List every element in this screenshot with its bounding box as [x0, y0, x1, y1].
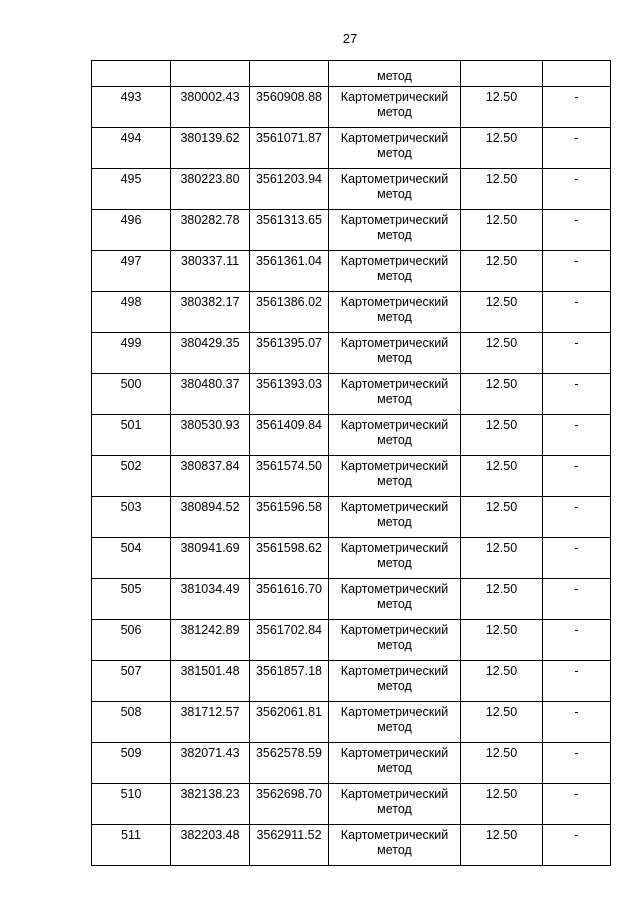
cell-point: 510 [92, 784, 171, 825]
method-line-1: Картометрический [340, 459, 449, 473]
cell-extra: - [543, 210, 611, 251]
cell-extra: - [543, 333, 611, 374]
cell-x: 382203.48 [171, 825, 250, 866]
method-line-2: метод [377, 269, 412, 283]
cell-method [329, 251, 461, 292]
method-line-2: метод [377, 802, 412, 816]
cell-accuracy: 12.50 [461, 415, 543, 456]
cell-accuracy: 12.50 [461, 538, 543, 579]
method-line-1: Картометрический [340, 336, 449, 350]
cell-extra: - [543, 415, 611, 456]
cell-method [329, 497, 461, 538]
cell-accuracy: 12.50 [461, 87, 543, 128]
cell-x: 381034.49 [171, 579, 250, 620]
cell-x: 380530.93 [171, 415, 250, 456]
table-row [92, 292, 611, 333]
cell-y: 3562698.70 [250, 784, 329, 825]
cell-x: 380894.52 [171, 497, 250, 538]
cell-point: 502 [92, 456, 171, 497]
table-row [92, 825, 611, 866]
method-line-1: Картометрический [340, 172, 449, 186]
cell-method [329, 292, 461, 333]
cell-accuracy: 12.50 [461, 702, 543, 743]
cell-point: 496 [92, 210, 171, 251]
method-line-2: метод [377, 392, 412, 406]
cell-x: 380941.69 [171, 538, 250, 579]
cell-point: 504 [92, 538, 171, 579]
cell-point: 509 [92, 743, 171, 784]
cell-accuracy [461, 61, 543, 87]
cell-x [171, 61, 250, 87]
cell-y: 3561071.87 [250, 128, 329, 169]
table-row [92, 210, 611, 251]
method-line-2: метод [377, 146, 412, 160]
cell-accuracy: 12.50 [461, 784, 543, 825]
method-line-1: Картометрический [340, 828, 449, 842]
cell-x: 381242.89 [171, 620, 250, 661]
cell-method: метод [329, 61, 461, 87]
method-line-2: метод [377, 474, 412, 488]
method-line-2: метод [377, 310, 412, 324]
cell-extra: - [543, 251, 611, 292]
cell-extra: - [543, 579, 611, 620]
cell-extra: - [543, 374, 611, 415]
cell-method [329, 456, 461, 497]
cell-point: 508 [92, 702, 171, 743]
cell-point: 507 [92, 661, 171, 702]
cell-extra: - [543, 169, 611, 210]
method-line-1: Картометрический [340, 213, 449, 227]
cell-y: 3561313.65 [250, 210, 329, 251]
cell-method [329, 702, 461, 743]
cell-y: 3562911.52 [250, 825, 329, 866]
method-line-1: Картометрический [340, 500, 449, 514]
cell-x: 380002.43 [171, 87, 250, 128]
cell-y: 3561857.18 [250, 661, 329, 702]
cell-y: 3562578.59 [250, 743, 329, 784]
cell-accuracy: 12.50 [461, 825, 543, 866]
table-row [92, 579, 611, 620]
cell-x: 381501.48 [171, 661, 250, 702]
cell-extra: - [543, 456, 611, 497]
cell-extra [543, 61, 611, 87]
cell-extra: - [543, 87, 611, 128]
cell-x: 380429.35 [171, 333, 250, 374]
cell-accuracy: 12.50 [461, 579, 543, 620]
cell-accuracy: 12.50 [461, 497, 543, 538]
method-line-2: метод [377, 761, 412, 775]
cell-accuracy: 12.50 [461, 128, 543, 169]
cell-y: 3561393.03 [250, 374, 329, 415]
cell-extra: - [543, 497, 611, 538]
cell-point [92, 61, 171, 87]
method-line-1: Картометрический [340, 295, 449, 309]
method-line-2: метод [377, 433, 412, 447]
coordinates-table [91, 60, 611, 866]
table-row [92, 87, 611, 128]
cell-accuracy: 12.50 [461, 743, 543, 784]
table-row [92, 784, 611, 825]
method-line-2: метод [377, 187, 412, 201]
cell-x: 380282.78 [171, 210, 250, 251]
cell-method [329, 128, 461, 169]
method-line-1: Картометрический [340, 582, 449, 596]
cell-accuracy: 12.50 [461, 169, 543, 210]
cell-x: 380480.37 [171, 374, 250, 415]
cell-method [329, 620, 461, 661]
cell-method [329, 87, 461, 128]
cell-method [329, 825, 461, 866]
cell-y: 3561395.07 [250, 333, 329, 374]
cell-extra: - [543, 620, 611, 661]
method-line-1: Картометрический [340, 90, 449, 104]
table-row [92, 374, 611, 415]
cell-extra: - [543, 825, 611, 866]
table-row [92, 333, 611, 374]
method-line-2: метод [377, 843, 412, 857]
table-row [92, 456, 611, 497]
table-row [92, 497, 611, 538]
cell-extra: - [543, 784, 611, 825]
cell-extra: - [543, 661, 611, 702]
cell-accuracy: 12.50 [461, 292, 543, 333]
method-line-1: Картометрический [340, 541, 449, 555]
table-row [92, 128, 611, 169]
cell-y: 3561616.70 [250, 579, 329, 620]
cell-point: 499 [92, 333, 171, 374]
table-row [92, 702, 611, 743]
cell-method [329, 415, 461, 456]
method-line-1: Картометрический [340, 746, 449, 760]
cell-accuracy: 12.50 [461, 456, 543, 497]
cell-y: 3561574.50 [250, 456, 329, 497]
table-row [92, 251, 611, 292]
page-number: 27 [342, 31, 358, 46]
cell-x: 380337.11 [171, 251, 250, 292]
method-line-1: Картометрический [340, 623, 449, 637]
cell-point: 505 [92, 579, 171, 620]
cell-extra: - [543, 743, 611, 784]
cell-accuracy: 12.50 [461, 374, 543, 415]
table-row [92, 620, 611, 661]
table-row [92, 415, 611, 456]
method-line-1: Картометрический [340, 377, 449, 391]
cell-method [329, 374, 461, 415]
cell-x: 380139.62 [171, 128, 250, 169]
cell-extra: - [543, 292, 611, 333]
cell-x: 380382.17 [171, 292, 250, 333]
cell-point: 511 [92, 825, 171, 866]
table-row [92, 538, 611, 579]
cell-point: 493 [92, 87, 171, 128]
coordinates-table-body [92, 61, 611, 866]
method-line-2: метод [377, 351, 412, 365]
cell-x: 381712.57 [171, 702, 250, 743]
cell-extra: - [543, 702, 611, 743]
cell-x: 380837.84 [171, 456, 250, 497]
cell-y: 3561598.62 [250, 538, 329, 579]
cell-point: 498 [92, 292, 171, 333]
cell-method [329, 333, 461, 374]
method-line-2: метод [377, 638, 412, 652]
cell-y: 3561409.84 [250, 415, 329, 456]
cell-point: 506 [92, 620, 171, 661]
method-line-1: Картометрический [340, 131, 449, 145]
cell-point: 495 [92, 169, 171, 210]
cell-method [329, 784, 461, 825]
cell-method [329, 661, 461, 702]
cell-accuracy: 12.50 [461, 210, 543, 251]
cell-x: 382138.23 [171, 784, 250, 825]
cell-accuracy: 12.50 [461, 620, 543, 661]
cell-point: 501 [92, 415, 171, 456]
method-line-2: метод [377, 228, 412, 242]
table-row-continuation [92, 61, 611, 87]
cell-accuracy: 12.50 [461, 333, 543, 374]
cell-y: 3561203.94 [250, 169, 329, 210]
table-row [92, 743, 611, 784]
cell-method [329, 538, 461, 579]
cell-method [329, 579, 461, 620]
cell-y: 3561361.04 [250, 251, 329, 292]
cell-y: 3560908.88 [250, 87, 329, 128]
table-row [92, 169, 611, 210]
method-line-2: метод [377, 597, 412, 611]
cell-extra: - [543, 538, 611, 579]
cell-point: 500 [92, 374, 171, 415]
method-line-1: Картометрический [340, 254, 449, 268]
cell-extra: - [543, 128, 611, 169]
cell-y [250, 61, 329, 87]
method-line-2: метод [377, 515, 412, 529]
cell-x: 382071.43 [171, 743, 250, 784]
cell-point: 494 [92, 128, 171, 169]
method-line-1: Картометрический [340, 705, 449, 719]
cell-y: 3561386.02 [250, 292, 329, 333]
cell-point: 497 [92, 251, 171, 292]
cell-y: 3561702.84 [250, 620, 329, 661]
method-line-1: Картометрический [340, 664, 449, 678]
method-line-1: Картометрический [340, 787, 449, 801]
cell-x: 380223.80 [171, 169, 250, 210]
method-line-2: метод [377, 720, 412, 734]
cell-method [329, 210, 461, 251]
cell-accuracy: 12.50 [461, 251, 543, 292]
cell-accuracy: 12.50 [461, 661, 543, 702]
method-line-2: метод [377, 556, 412, 570]
table-row [92, 661, 611, 702]
cell-method [329, 169, 461, 210]
method-line-2: метод [377, 679, 412, 693]
method-line-1: Картометрический [340, 418, 449, 432]
cell-method [329, 743, 461, 784]
cell-y: 3562061.81 [250, 702, 329, 743]
cell-y: 3561596.58 [250, 497, 329, 538]
method-line-2: метод [377, 105, 412, 119]
cell-point: 503 [92, 497, 171, 538]
